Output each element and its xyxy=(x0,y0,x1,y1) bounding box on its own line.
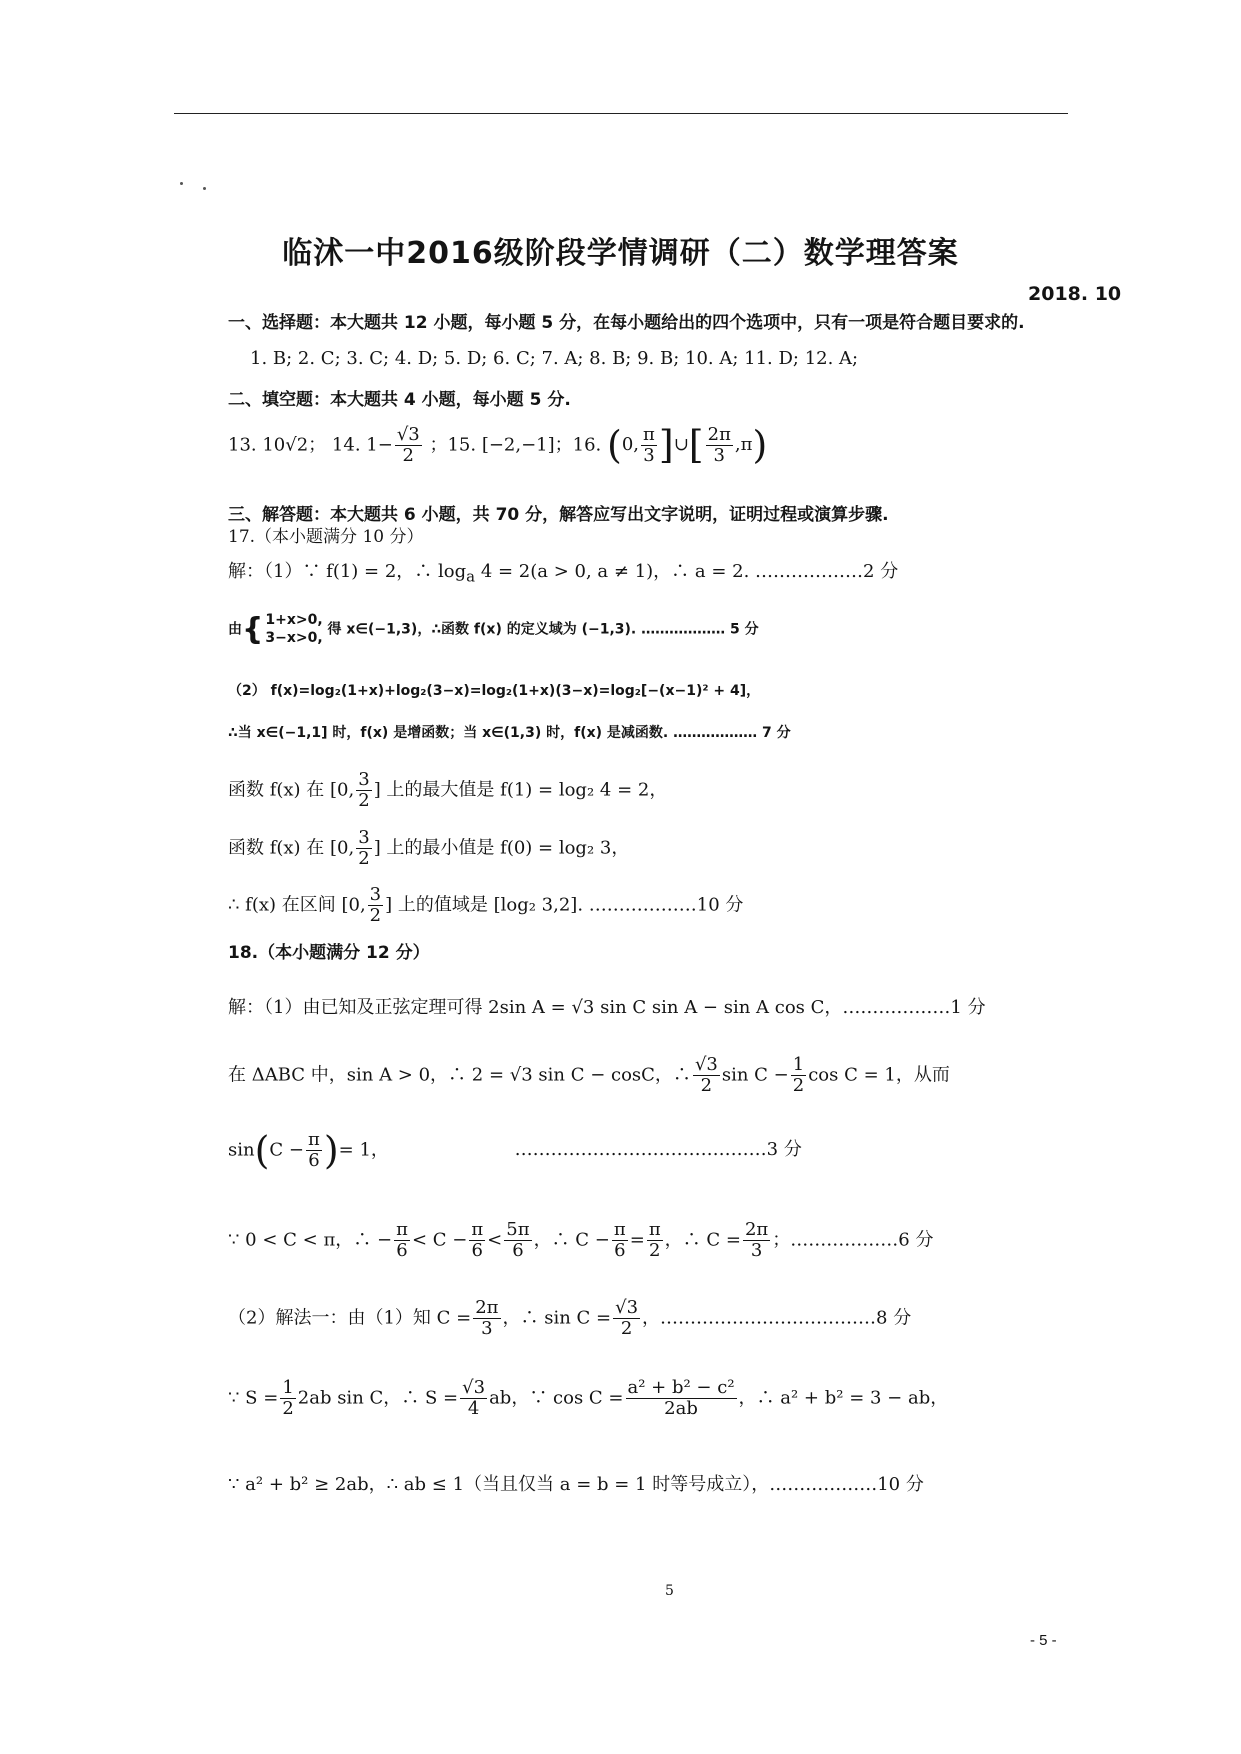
q18-line-7: ∵ a² + b² ≥ 2ab，∴ ab ≤ 1（当且仅当 a = b = 1 时等号成立），………………10 分 xyxy=(228,1474,924,1495)
section-2-heading: 二、填空题：本大题共 4 小题，每小题 5 分. xyxy=(228,390,571,410)
q18-line-4: ∵ 0 < C < π，∴ − $\frac{\pi}{6}$ < C − $\frac{\pi}{6}$ < $\frac{5\pi}{6}$ ，∴ C − $\frac{\pi}{6}$ = $\frac{\pi}{2}$ ，∴ C = $\frac{2\pi}{3}$ ；………………6 分 xyxy=(228,1219,934,1261)
footer-page-number: - 5 - xyxy=(1030,1632,1057,1649)
scan-page-number: 5 xyxy=(665,1583,674,1599)
scan-speck xyxy=(180,182,183,185)
q17-line-7: ∴ f(x) 在区间 [0, $\frac{3}{2}$ ] 上的值域是 [log₂ 3,2]. ………………10 分 xyxy=(228,884,744,926)
q18-line-2: 在 ΔABC 中，sin A > 0，∴ 2 = √3 sin C − cosC，∴ $\frac{√3}{2}$ sin C − $\frac{1}{2}$ cos C = 1，从而 xyxy=(228,1054,950,1096)
q18-line-1: 解：（1）由已知及正弦定理可得 2sin A = √3 sin C sin A − sin A cos C，………………1 分 xyxy=(228,997,986,1018)
answer-13: 13. 10√2； xyxy=(228,434,327,456)
header-rule xyxy=(174,113,1068,114)
section-1-heading: 一、选择题：本大题共 12 小题，每小题 5 分，在每小题给出的四个选项中，只有一项是符合题目要求的. xyxy=(228,313,1025,333)
answer-16: (0, $\frac{\pi}{3}$ ]∪[ $\frac{2\pi}{3}$ ,π) xyxy=(607,423,768,468)
fraction: $\frac{√3}{2}$ xyxy=(396,424,420,466)
scan-speck xyxy=(203,187,206,190)
section-3-heading: 三、解答题：本大题共 6 小题，共 70 分，解答应写出文字说明，证明过程或演算步骤. xyxy=(228,505,889,525)
q18-line-3: sin(C − $\frac{\pi}{6}$ )= 1， ……………………………………3 分 xyxy=(228,1128,802,1173)
page-title: 临沭一中2016级阶段学情调研（二）数学理答案 xyxy=(282,236,959,271)
answer-14: 14. 1− xyxy=(331,434,393,456)
q18-line-5: （2）解法一：由（1）知 C = $\frac{2\pi}{3}$ ，∴ sin C = $\frac{√3}{2}$ ，………………………………8 分 xyxy=(228,1297,912,1339)
q17-line-5: 函数 f(x) 在 [0, $\frac{3}{2}$ ] 上的最大值是 f(1) = log₂ 4 = 2， xyxy=(228,769,668,811)
answer-15: ；15. [−2,−1]；16. xyxy=(429,434,602,456)
q17-line-4: ∴当 x∈(−1,1] 时，f(x) 是增函数；当 x∈(1,3) 时，f(x) 是减函数. ……………… 7 分 xyxy=(228,725,791,741)
date: 2018. 10 xyxy=(1028,283,1122,305)
q17-line-6: 函数 f(x) 在 [0, $\frac{3}{2}$ ] 上的最小值是 f(0) = log₂ 3， xyxy=(228,827,630,869)
q17-heading: 17.（本小题满分 10 分） xyxy=(228,527,424,547)
q18-heading: 18.（本小题满分 12 分） xyxy=(228,943,430,963)
q17-line-2: 由{ 1+x>0, 3−x>0, 得 x∈(−1,3)，∴函数 f(x) 的定义域为 (−1,3). ……………… 5 分 xyxy=(228,611,759,647)
q17-line-1: 解：（1）∵ f(1) = 2，∴ $\log_a 4 = 2(a > 0$, a ≠ 1)，∴ a = 2. ………………2 分 xyxy=(228,561,899,586)
fill-answers xyxy=(228,425,767,466)
choice-answers: 1. B; 2. C; 3. C; 4. D; 5. D; 6. C; 7. A; 8. B; 9. B; 10. A; 11. D; 12. A; xyxy=(250,348,859,369)
q17-line-3: （2） f(x)=log₂(1+x)+log₂(3−x)=log₂(1+x)(3−x)=log₂[−(x−1)² + 4]， xyxy=(228,683,761,699)
q18-line-6: ∵ S = $\frac{1}{2}$ 2ab sin C，∴ S = $\frac{√3}{4}$ ab，∵ cos C = $\frac{\text{a² + b² − c²}}{2ab}$ ，∴ a² + b² = 3 − ab， xyxy=(228,1377,949,1419)
